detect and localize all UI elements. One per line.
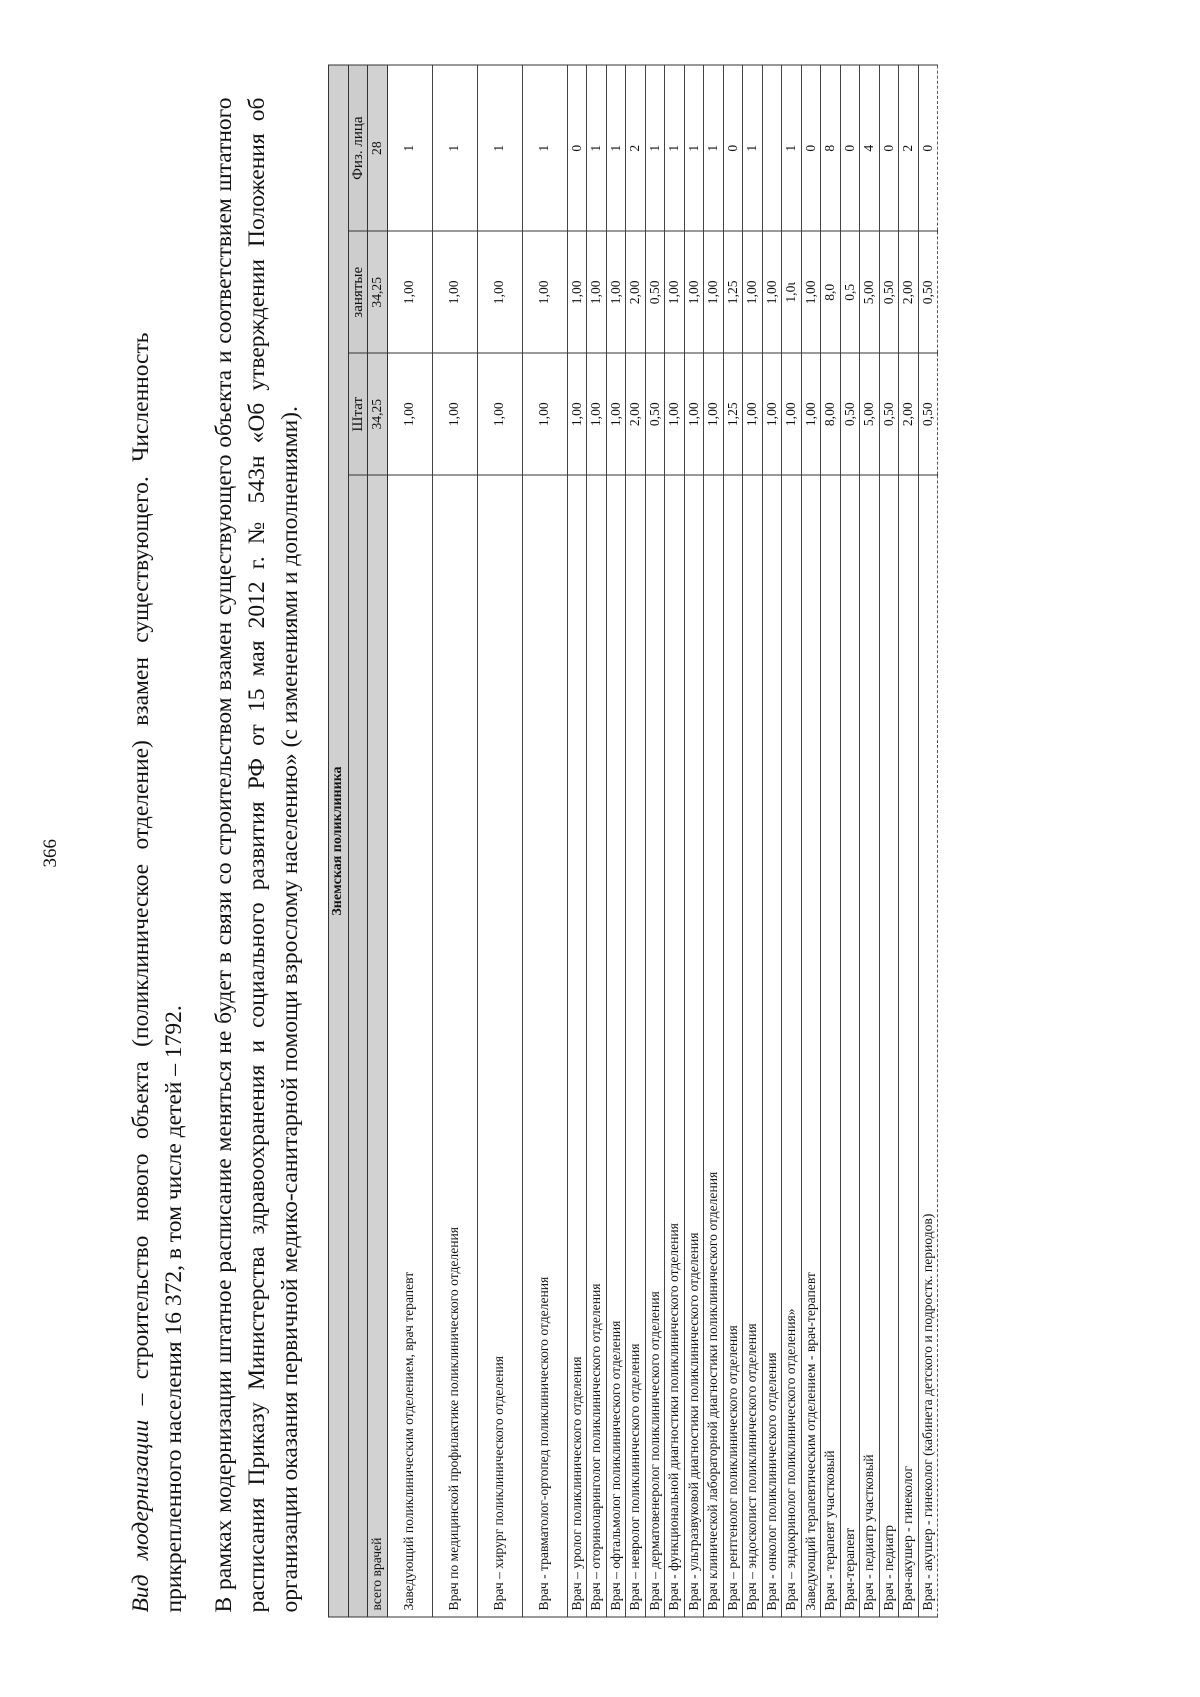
row-zanyatye: 1,00 bbox=[762, 231, 782, 353]
row-label: Врач – офтальмолог поликлинического отделения bbox=[606, 475, 626, 1617]
row-zanyatye: 1,00 bbox=[522, 231, 567, 353]
row-zanyatye: 1,25 bbox=[723, 231, 743, 353]
row-label: Заведующий терапевтическим отделением - врач-терапевт bbox=[801, 475, 821, 1617]
table-title: Знемская поликлиника bbox=[329, 65, 349, 1617]
row-fiz: 8 bbox=[821, 65, 841, 231]
row-shtat: 1,00 bbox=[782, 353, 802, 475]
row-zanyatye: 1,00 bbox=[477, 231, 522, 353]
row-fiz: 0 bbox=[840, 65, 860, 231]
row-label: Врач – дерматовенеролог поликлинического отделения bbox=[645, 475, 665, 1617]
row-shtat: 1,00 bbox=[432, 353, 477, 475]
row-shtat: 1,00 bbox=[522, 353, 567, 475]
row-fiz: 1 bbox=[782, 65, 802, 231]
row-shtat: 0,50 bbox=[918, 353, 938, 475]
row-fiz: 1 bbox=[522, 65, 567, 231]
row-shtat: 1,00 bbox=[684, 353, 704, 475]
row-zanyatye: 1,00 bbox=[387, 231, 432, 353]
row-fiz: 1 bbox=[387, 65, 432, 231]
table-row bbox=[723, 65, 743, 1617]
row-zanyatye: 0,5 bbox=[840, 231, 860, 353]
row-zanyatye: 1,00 bbox=[684, 231, 704, 353]
page-number: 366 bbox=[40, 838, 61, 867]
table-row bbox=[522, 65, 567, 1617]
row-shtat: 2,00 bbox=[626, 353, 646, 475]
row-fiz: 1 bbox=[477, 65, 522, 231]
row-label: Врач-акушер - гинеколог bbox=[899, 475, 919, 1617]
table-row bbox=[645, 65, 665, 1617]
row-label: Врач - педиатр участковый bbox=[860, 475, 880, 1617]
total-label: всего врачей bbox=[368, 475, 388, 1617]
table-row bbox=[477, 65, 522, 1617]
modernization-type-label: Вид модернизации bbox=[128, 1419, 154, 1612]
row-fiz: 0 bbox=[723, 65, 743, 231]
row-fiz: 0 bbox=[879, 65, 899, 231]
modernization-type-paragraph bbox=[125, 332, 191, 1612]
table-row bbox=[606, 65, 626, 1617]
row-shtat: 1,00 bbox=[567, 353, 587, 475]
table-row bbox=[840, 65, 860, 1617]
modernization-type-text: – строительство нового объекта (поликлиническое отделение) взамен существующего. Численность прикрепленного населения 16 372, в том числе детей – 1792. bbox=[128, 332, 187, 1612]
row-shtat: 2,00 bbox=[899, 353, 919, 475]
row-zanyatye: 0,50 bbox=[645, 231, 665, 353]
row-fiz: 0 bbox=[918, 65, 938, 231]
staff-table bbox=[328, 64, 938, 1617]
row-zanyatye: 1,00 bbox=[587, 231, 607, 353]
header-empty bbox=[348, 475, 368, 1617]
row-fiz: 1 bbox=[606, 65, 626, 231]
row-shtat: 0,50 bbox=[879, 353, 899, 475]
table-row bbox=[743, 65, 763, 1617]
row-label: Врач – оториноларинголог поликлинического отделения bbox=[587, 475, 607, 1617]
row-fiz: 1 bbox=[587, 65, 607, 231]
row-shtat: 8,00 bbox=[821, 353, 841, 475]
row-shtat: 1,00 bbox=[477, 353, 522, 475]
table-row bbox=[899, 65, 919, 1617]
row-label: Врач - онколог поликлинического отделения bbox=[762, 475, 782, 1617]
table-row bbox=[665, 65, 685, 1617]
row-fiz: 0 bbox=[567, 65, 587, 231]
table-row bbox=[387, 65, 432, 1617]
row-fiz bbox=[762, 65, 782, 231]
row-zanyatye: 2,00 bbox=[626, 231, 646, 353]
row-zanyatye: 1,00 bbox=[801, 231, 821, 353]
row-fiz: 1 bbox=[743, 65, 763, 231]
row-zanyatye: 1,00 bbox=[606, 231, 626, 353]
row-label: Врач-терапевт bbox=[840, 475, 860, 1617]
row-label: Врач – эндоскопист поликлинического отделения bbox=[743, 475, 763, 1617]
row-label: Врач – хирург поликлинического отделения bbox=[477, 475, 522, 1617]
row-zanyatye: 1,0ɩ bbox=[782, 231, 802, 353]
row-zanyatye: 1,00 bbox=[432, 231, 477, 353]
row-fiz: 1 bbox=[665, 65, 685, 231]
row-label: Врач – уролог поликлинического отделения bbox=[567, 475, 587, 1617]
row-zanyatye: 0,50 bbox=[918, 231, 938, 353]
row-fiz: 0 bbox=[801, 65, 821, 231]
table-row bbox=[684, 65, 704, 1617]
row-label: Врач по медицинской профилактике поликлинического отделения bbox=[432, 475, 477, 1617]
row-zanyatye: 1,00 bbox=[665, 231, 685, 353]
table-row bbox=[626, 65, 646, 1617]
row-label: Врач - терапевт участковый bbox=[821, 475, 841, 1617]
row-shtat: 1,00 bbox=[665, 353, 685, 475]
row-label: Врач – рентгенолог поликлинического отделения bbox=[723, 475, 743, 1617]
row-fiz: 2 bbox=[899, 65, 919, 231]
row-fiz: 1 bbox=[432, 65, 477, 231]
row-fiz: 4 bbox=[860, 65, 880, 231]
row-label: Врач - акушер - гинеколог (кабинета детского и подростк. периодов) bbox=[918, 475, 938, 1617]
row-fiz: 1 bbox=[645, 65, 665, 231]
row-shtat: 1,00 bbox=[606, 353, 626, 475]
row-label: Врач – невролог поликлинического отделения bbox=[626, 475, 646, 1617]
row-shtat: 1,00 bbox=[801, 353, 821, 475]
row-shtat: 5,00 bbox=[860, 353, 880, 475]
table-row bbox=[801, 65, 821, 1617]
row-zanyatye: 1,00 bbox=[743, 231, 763, 353]
header-shtat: Штат bbox=[348, 353, 368, 475]
row-label: Врач - ультразвуковой диагностики поликлинического отделения bbox=[684, 475, 704, 1617]
row-shtat: 0,50 bbox=[840, 353, 860, 475]
table-row bbox=[432, 65, 477, 1617]
table-row bbox=[860, 65, 880, 1617]
table-row bbox=[782, 65, 802, 1617]
row-label: Врач клинической лабораторной диагностики поликлинического отделения bbox=[704, 475, 724, 1617]
table-row bbox=[762, 65, 782, 1617]
header-zanyatye: занятые bbox=[348, 231, 368, 353]
row-label: Врач – эндокринолог поликлинического отделения» bbox=[782, 475, 802, 1617]
row-zanyatye: 8,0 bbox=[821, 231, 841, 353]
row-zanyatye: 2,00 bbox=[899, 231, 919, 353]
table-row bbox=[567, 65, 587, 1617]
row-shtat: 1,00 bbox=[387, 353, 432, 475]
table-row bbox=[879, 65, 899, 1617]
row-fiz: 1 bbox=[684, 65, 704, 231]
row-fiz: 2 bbox=[626, 65, 646, 231]
row-label: Врач - травматолог-ортопед поликлинического отделения bbox=[522, 475, 567, 1617]
row-zanyatye: 1,00 bbox=[567, 231, 587, 353]
table-row bbox=[821, 65, 841, 1617]
row-shtat: 0,50 bbox=[645, 353, 665, 475]
row-shtat: 1,00 bbox=[587, 353, 607, 475]
row-shtat: 1,00 bbox=[743, 353, 763, 475]
row-zanyatye: 0,50 bbox=[879, 231, 899, 353]
header-fiz: Физ. лица bbox=[348, 65, 368, 231]
staffing-paragraph: В рамках модернизации штатное расписание меняться не будет в связи со строительством взамен существующего объекта и соответствием штатного расписания Приказу Министерства здравоохранения и социального развития РФ от 15 мая 2012 г. № 543н «Об утверждении Положения об организации оказания первичной медико-санитарной помощи взрослому населению» (с изменениями и дополнениями). bbox=[211, 97, 303, 1612]
total-fiz: 28 bbox=[368, 65, 388, 231]
row-label: Заведующий поликлиническим отделением, врач терапевт bbox=[387, 475, 432, 1617]
row-label: Врач - педиатр bbox=[879, 475, 899, 1617]
row-shtat: 1,25 bbox=[723, 353, 743, 475]
total-zanyatye: 34,25 bbox=[368, 231, 388, 353]
table-row bbox=[704, 65, 724, 1617]
table-row bbox=[918, 65, 938, 1617]
row-zanyatye: 5,00 bbox=[860, 231, 880, 353]
row-label: Врач - функциональной диагностики поликлинического отделения bbox=[665, 475, 685, 1617]
row-shtat: 1,00 bbox=[704, 353, 724, 475]
table-row bbox=[587, 65, 607, 1617]
row-fiz: 1 bbox=[704, 65, 724, 231]
row-shtat: 1,00 bbox=[762, 353, 782, 475]
row-zanyatye: 1,00 bbox=[704, 231, 724, 353]
total-shtat: 34,25 bbox=[368, 353, 388, 475]
